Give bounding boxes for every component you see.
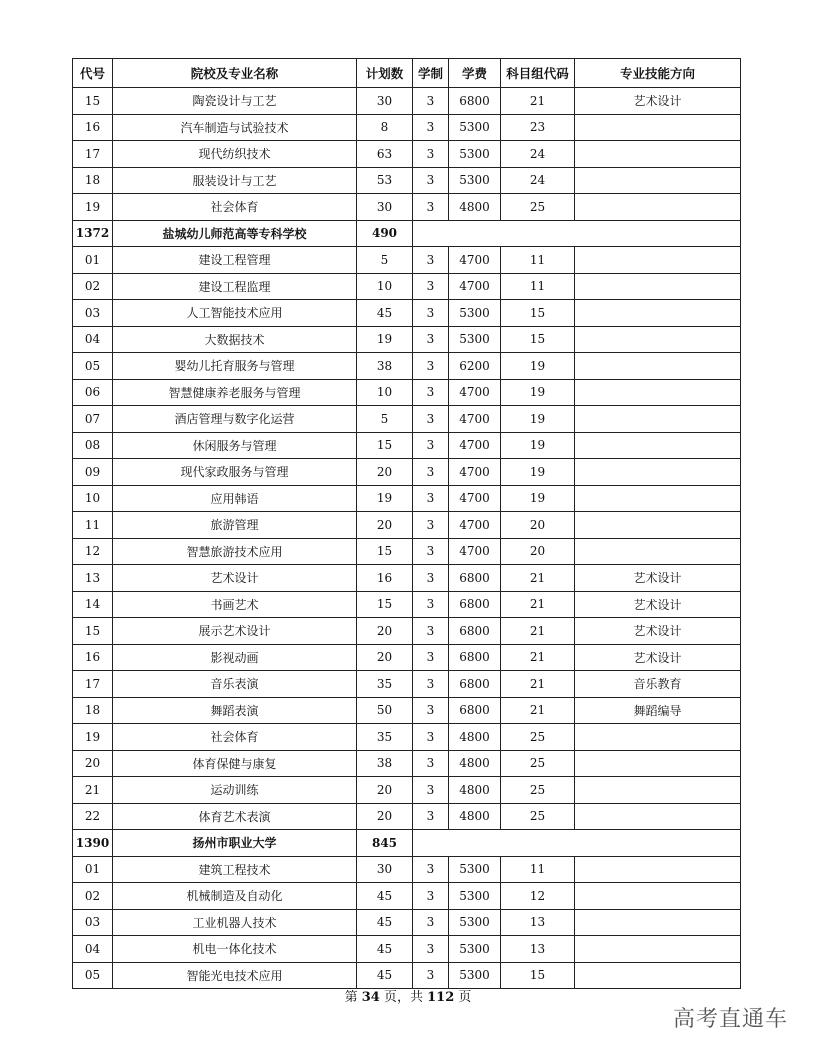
major-name: 机电一体化技术 xyxy=(113,936,357,963)
study-years: 3 xyxy=(413,591,449,618)
major-code: 12 xyxy=(73,538,113,565)
tuition-fee: 4700 xyxy=(449,379,501,406)
skill-direction xyxy=(575,724,741,751)
major-code: 09 xyxy=(73,459,113,486)
table-row xyxy=(73,459,741,486)
tuition-fee: 4700 xyxy=(449,485,501,512)
tuition-fee: 5300 xyxy=(449,114,501,141)
subject-group-code: 15 xyxy=(501,326,575,353)
major-name: 服装设计与工艺 xyxy=(113,167,357,194)
plan-count: 63 xyxy=(357,141,413,168)
subject-group-code: 25 xyxy=(501,750,575,777)
study-years: 3 xyxy=(413,432,449,459)
major-code: 02 xyxy=(73,273,113,300)
plan-count: 35 xyxy=(357,671,413,698)
subject-group-code: 25 xyxy=(501,194,575,221)
table-row xyxy=(73,909,741,936)
skill-direction xyxy=(575,909,741,936)
subject-group-code: 21 xyxy=(501,644,575,671)
study-years: 3 xyxy=(413,167,449,194)
table-row xyxy=(73,644,741,671)
tuition-fee: 6800 xyxy=(449,618,501,645)
skill-direction xyxy=(575,247,741,274)
major-code: 22 xyxy=(73,803,113,830)
subject-group-code: 11 xyxy=(501,856,575,883)
study-years: 3 xyxy=(413,379,449,406)
tuition-fee: 4800 xyxy=(449,803,501,830)
table-row xyxy=(73,697,741,724)
table-header-row xyxy=(73,59,741,88)
major-name: 音乐表演 xyxy=(113,671,357,698)
skill-direction xyxy=(575,353,741,380)
header-code: 代号 xyxy=(73,59,113,88)
table-row xyxy=(73,724,741,751)
table-row xyxy=(73,591,741,618)
major-name: 书画艺术 xyxy=(113,591,357,618)
school-name: 扬州市职业大学 xyxy=(113,830,357,857)
plan-count: 35 xyxy=(357,724,413,751)
major-name: 建设工程管理 xyxy=(113,247,357,274)
major-code: 07 xyxy=(73,406,113,433)
plan-count: 30 xyxy=(357,194,413,221)
major-code: 19 xyxy=(73,194,113,221)
table-row xyxy=(73,353,741,380)
skill-direction: 舞蹈编导 xyxy=(575,697,741,724)
subject-group-code: 21 xyxy=(501,591,575,618)
major-code: 15 xyxy=(73,618,113,645)
table-row xyxy=(73,538,741,565)
tuition-fee: 6800 xyxy=(449,591,501,618)
school-row xyxy=(73,830,741,857)
subject-group-code: 12 xyxy=(501,883,575,910)
major-name: 社会体育 xyxy=(113,194,357,221)
major-name: 智慧健康养老服务与管理 xyxy=(113,379,357,406)
subject-group-code: 23 xyxy=(501,114,575,141)
skill-direction xyxy=(575,273,741,300)
major-name: 汽车制造与试验技术 xyxy=(113,114,357,141)
major-name: 智慧旅游技术应用 xyxy=(113,538,357,565)
table-row xyxy=(73,565,741,592)
study-years: 3 xyxy=(413,459,449,486)
subject-group-code: 24 xyxy=(501,141,575,168)
plan-count: 15 xyxy=(357,432,413,459)
subject-group-code: 11 xyxy=(501,273,575,300)
subject-group-code: 15 xyxy=(501,962,575,989)
subject-group-code: 19 xyxy=(501,379,575,406)
table-row xyxy=(73,883,741,910)
school-plan-total: 490 xyxy=(357,220,413,247)
table-row xyxy=(73,88,741,115)
major-name: 体育艺术表演 xyxy=(113,803,357,830)
subject-group-code: 25 xyxy=(501,803,575,830)
footer-total-pages: 112 xyxy=(427,990,455,1005)
skill-direction: 艺术设计 xyxy=(575,565,741,592)
plan-count: 30 xyxy=(357,856,413,883)
subject-group-code: 25 xyxy=(501,724,575,751)
plan-count: 45 xyxy=(357,909,413,936)
tuition-fee: 4800 xyxy=(449,194,501,221)
major-code: 19 xyxy=(73,724,113,751)
tuition-fee: 5300 xyxy=(449,300,501,327)
subject-group-code: 21 xyxy=(501,565,575,592)
tuition-fee: 6800 xyxy=(449,88,501,115)
skill-direction xyxy=(575,459,741,486)
study-years: 3 xyxy=(413,750,449,777)
major-name: 建设工程监理 xyxy=(113,273,357,300)
skill-direction xyxy=(575,856,741,883)
plan-count: 5 xyxy=(357,406,413,433)
major-name: 社会体育 xyxy=(113,724,357,751)
major-name: 展示艺术设计 xyxy=(113,618,357,645)
school-code: 1390 xyxy=(73,830,113,857)
subject-group-code: 19 xyxy=(501,353,575,380)
skill-direction: 艺术设计 xyxy=(575,591,741,618)
study-years: 3 xyxy=(413,856,449,883)
tuition-fee: 4800 xyxy=(449,724,501,751)
plan-count: 20 xyxy=(357,644,413,671)
major-name: 婴幼儿托育服务与管理 xyxy=(113,353,357,380)
subject-group-code: 25 xyxy=(501,777,575,804)
study-years: 3 xyxy=(413,962,449,989)
major-code: 03 xyxy=(73,909,113,936)
plan-count: 45 xyxy=(357,962,413,989)
school-row xyxy=(73,220,741,247)
major-name: 影视动画 xyxy=(113,644,357,671)
major-name: 现代家政服务与管理 xyxy=(113,459,357,486)
major-name: 体育保健与康复 xyxy=(113,750,357,777)
study-years: 3 xyxy=(413,697,449,724)
school-plan-total: 845 xyxy=(357,830,413,857)
tuition-fee: 4800 xyxy=(449,777,501,804)
table-body xyxy=(73,88,741,989)
table-row xyxy=(73,671,741,698)
study-years: 3 xyxy=(413,936,449,963)
study-years: 3 xyxy=(413,565,449,592)
plan-count: 45 xyxy=(357,883,413,910)
major-name: 人工智能技术应用 xyxy=(113,300,357,327)
plan-count: 45 xyxy=(357,300,413,327)
subject-group-code: 19 xyxy=(501,432,575,459)
skill-direction xyxy=(575,485,741,512)
plan-count: 50 xyxy=(357,697,413,724)
study-years: 3 xyxy=(413,114,449,141)
major-name: 建筑工程技术 xyxy=(113,856,357,883)
major-code: 04 xyxy=(73,326,113,353)
table-row xyxy=(73,167,741,194)
study-years: 3 xyxy=(413,671,449,698)
skill-direction xyxy=(575,300,741,327)
table-row xyxy=(73,141,741,168)
study-years: 3 xyxy=(413,406,449,433)
plan-count: 10 xyxy=(357,379,413,406)
major-name: 机械制造及自动化 xyxy=(113,883,357,910)
major-code: 02 xyxy=(73,883,113,910)
header-fee: 学费 xyxy=(449,59,501,88)
skill-direction xyxy=(575,962,741,989)
plan-count: 15 xyxy=(357,538,413,565)
tuition-fee: 4700 xyxy=(449,512,501,539)
footer-middle: 页，共 xyxy=(379,990,428,1005)
tuition-fee: 4700 xyxy=(449,432,501,459)
plan-count: 20 xyxy=(357,777,413,804)
plan-count: 20 xyxy=(357,618,413,645)
major-code: 11 xyxy=(73,512,113,539)
tuition-fee: 5300 xyxy=(449,883,501,910)
tuition-fee: 5300 xyxy=(449,936,501,963)
table-row xyxy=(73,618,741,645)
table-row xyxy=(73,406,741,433)
major-code: 04 xyxy=(73,936,113,963)
tuition-fee: 5300 xyxy=(449,326,501,353)
study-years: 3 xyxy=(413,194,449,221)
plan-count: 19 xyxy=(357,485,413,512)
table-row xyxy=(73,936,741,963)
plan-count: 5 xyxy=(357,247,413,274)
major-code: 01 xyxy=(73,247,113,274)
plan-count: 19 xyxy=(357,326,413,353)
plan-count: 38 xyxy=(357,353,413,380)
plan-count: 53 xyxy=(357,167,413,194)
subject-group-code: 21 xyxy=(501,618,575,645)
skill-direction xyxy=(575,750,741,777)
tuition-fee: 4700 xyxy=(449,273,501,300)
table-row xyxy=(73,326,741,353)
study-years: 3 xyxy=(413,300,449,327)
tuition-fee: 5300 xyxy=(449,962,501,989)
header-name: 院校及专业名称 xyxy=(113,59,357,88)
header-direction: 专业技能方向 xyxy=(575,59,741,88)
subject-group-code: 20 xyxy=(501,512,575,539)
tuition-fee: 5300 xyxy=(449,909,501,936)
tuition-fee: 4700 xyxy=(449,459,501,486)
major-code: 10 xyxy=(73,485,113,512)
plan-count: 45 xyxy=(357,936,413,963)
major-code: 01 xyxy=(73,856,113,883)
study-years: 3 xyxy=(413,485,449,512)
table-row xyxy=(73,247,741,274)
major-code: 13 xyxy=(73,565,113,592)
major-code: 05 xyxy=(73,962,113,989)
table-row xyxy=(73,194,741,221)
subject-group-code: 20 xyxy=(501,538,575,565)
school-code: 1372 xyxy=(73,220,113,247)
skill-direction xyxy=(575,167,741,194)
major-code: 18 xyxy=(73,167,113,194)
skill-direction xyxy=(575,141,741,168)
study-years: 3 xyxy=(413,909,449,936)
table-row xyxy=(73,512,741,539)
subject-group-code: 21 xyxy=(501,697,575,724)
tuition-fee: 4700 xyxy=(449,247,501,274)
plan-count: 20 xyxy=(357,803,413,830)
plan-count: 38 xyxy=(357,750,413,777)
major-name: 大数据技术 xyxy=(113,326,357,353)
table-row xyxy=(73,300,741,327)
table-row xyxy=(73,750,741,777)
table-row xyxy=(73,803,741,830)
major-code: 21 xyxy=(73,777,113,804)
study-years: 3 xyxy=(413,803,449,830)
skill-direction xyxy=(575,194,741,221)
major-name: 休闲服务与管理 xyxy=(113,432,357,459)
major-code: 08 xyxy=(73,432,113,459)
table-row xyxy=(73,273,741,300)
plan-count: 15 xyxy=(357,591,413,618)
table-row xyxy=(73,962,741,989)
major-name: 现代纺织技术 xyxy=(113,141,357,168)
study-years: 3 xyxy=(413,724,449,751)
major-code: 17 xyxy=(73,141,113,168)
skill-direction xyxy=(575,512,741,539)
plan-count: 30 xyxy=(357,88,413,115)
table-row xyxy=(73,379,741,406)
study-years: 3 xyxy=(413,326,449,353)
skill-direction xyxy=(575,406,741,433)
skill-direction: 艺术设计 xyxy=(575,88,741,115)
major-name: 运动训练 xyxy=(113,777,357,804)
tuition-fee: 5300 xyxy=(449,856,501,883)
skill-direction xyxy=(575,326,741,353)
major-code: 05 xyxy=(73,353,113,380)
major-code: 18 xyxy=(73,697,113,724)
major-code: 06 xyxy=(73,379,113,406)
major-name: 舞蹈表演 xyxy=(113,697,357,724)
major-code: 15 xyxy=(73,88,113,115)
major-code: 03 xyxy=(73,300,113,327)
study-years: 3 xyxy=(413,883,449,910)
study-years: 3 xyxy=(413,644,449,671)
footer-page-number: 34 xyxy=(361,990,380,1005)
major-name: 智能光电技术应用 xyxy=(113,962,357,989)
major-code: 17 xyxy=(73,671,113,698)
major-name: 艺术设计 xyxy=(113,565,357,592)
subject-group-code: 21 xyxy=(501,671,575,698)
skill-direction xyxy=(575,883,741,910)
skill-direction xyxy=(575,803,741,830)
study-years: 3 xyxy=(413,141,449,168)
table-row xyxy=(73,777,741,804)
skill-direction xyxy=(575,114,741,141)
skill-direction xyxy=(575,777,741,804)
subject-group-code: 19 xyxy=(501,406,575,433)
plan-count: 20 xyxy=(357,459,413,486)
header-plan: 计划数 xyxy=(357,59,413,88)
skill-direction xyxy=(575,538,741,565)
study-years: 3 xyxy=(413,353,449,380)
subject-group-code: 13 xyxy=(501,936,575,963)
plan-count: 16 xyxy=(357,565,413,592)
skill-direction: 艺术设计 xyxy=(575,618,741,645)
tuition-fee: 6800 xyxy=(449,697,501,724)
tuition-fee: 6800 xyxy=(449,671,501,698)
skill-direction xyxy=(575,379,741,406)
major-code: 16 xyxy=(73,114,113,141)
skill-direction: 艺术设计 xyxy=(575,644,741,671)
table-row xyxy=(73,114,741,141)
major-code: 14 xyxy=(73,591,113,618)
header-years: 学制 xyxy=(413,59,449,88)
subject-group-code: 11 xyxy=(501,247,575,274)
study-years: 3 xyxy=(413,777,449,804)
tuition-fee: 5300 xyxy=(449,141,501,168)
tuition-fee: 5300 xyxy=(449,167,501,194)
study-years: 3 xyxy=(413,247,449,274)
tuition-fee: 6800 xyxy=(449,565,501,592)
major-name: 应用韩语 xyxy=(113,485,357,512)
subject-group-code: 19 xyxy=(501,459,575,486)
table-row xyxy=(73,485,741,512)
plan-count: 8 xyxy=(357,114,413,141)
tuition-fee: 4700 xyxy=(449,406,501,433)
subject-group-code: 19 xyxy=(501,485,575,512)
school-row-blank xyxy=(413,830,741,857)
major-name: 工业机器人技术 xyxy=(113,909,357,936)
skill-direction xyxy=(575,936,741,963)
study-years: 3 xyxy=(413,538,449,565)
tuition-fee: 6800 xyxy=(449,644,501,671)
major-name: 酒店管理与数字化运营 xyxy=(113,406,357,433)
major-name: 陶瓷设计与工艺 xyxy=(113,88,357,115)
skill-direction xyxy=(575,432,741,459)
school-row-blank xyxy=(413,220,741,247)
major-code: 16 xyxy=(73,644,113,671)
plan-count: 10 xyxy=(357,273,413,300)
major-code: 20 xyxy=(73,750,113,777)
plan-count: 20 xyxy=(357,512,413,539)
subject-group-code: 13 xyxy=(501,909,575,936)
table-row xyxy=(73,432,741,459)
footer-prefix: 第 xyxy=(344,990,362,1005)
school-name: 盐城幼儿师范高等专科学校 xyxy=(113,220,357,247)
table-row xyxy=(73,856,741,883)
subject-group-code: 24 xyxy=(501,167,575,194)
study-years: 3 xyxy=(413,512,449,539)
study-years: 3 xyxy=(413,618,449,645)
study-years: 3 xyxy=(413,273,449,300)
watermark: 高考直通车 xyxy=(672,1007,788,1032)
tuition-fee: 4800 xyxy=(449,750,501,777)
study-years: 3 xyxy=(413,88,449,115)
skill-direction: 音乐教育 xyxy=(575,671,741,698)
footer-suffix: 页 xyxy=(454,990,472,1005)
admission-plan-table xyxy=(72,58,741,989)
subject-group-code: 21 xyxy=(501,88,575,115)
major-name: 旅游管理 xyxy=(113,512,357,539)
tuition-fee: 4700 xyxy=(449,538,501,565)
subject-group-code: 15 xyxy=(501,300,575,327)
header-group: 科目组代码 xyxy=(501,59,575,88)
tuition-fee: 6200 xyxy=(449,353,501,380)
